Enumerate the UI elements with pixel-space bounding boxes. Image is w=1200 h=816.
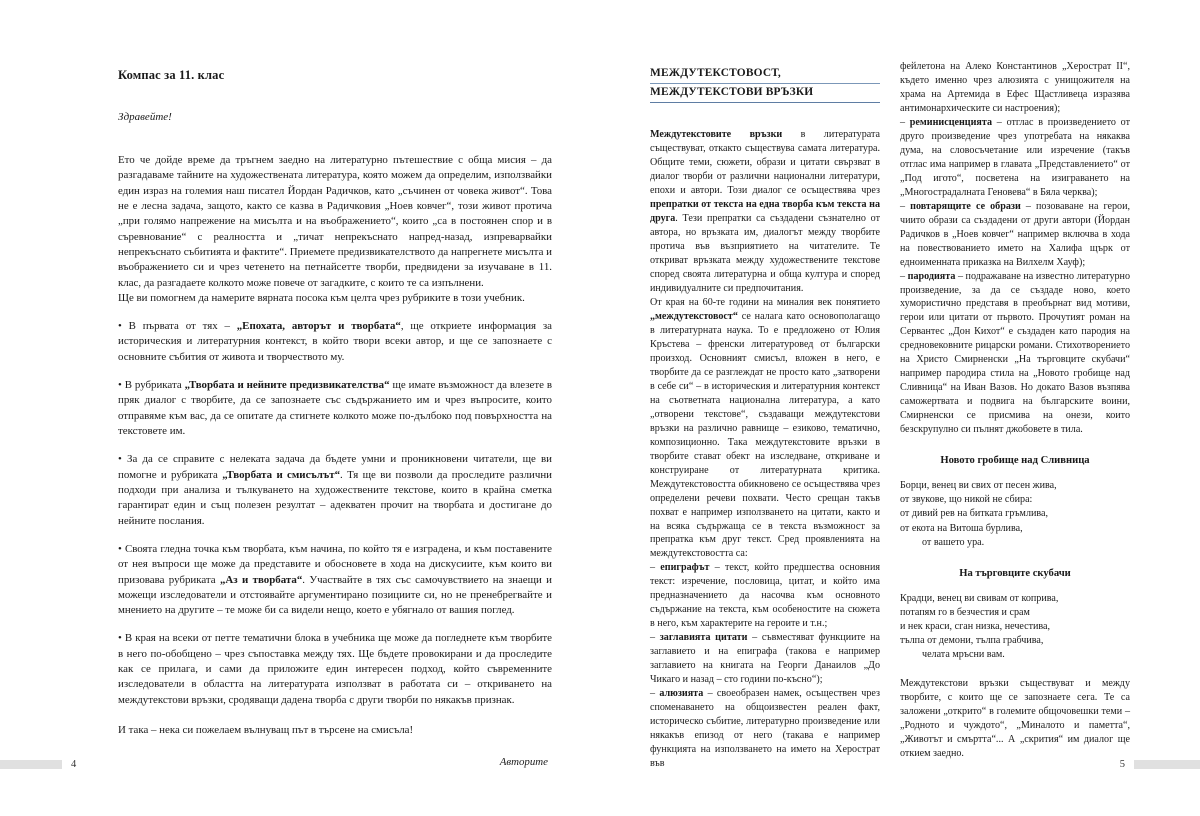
poem-line: от дивий рев на битката гръмлива,: [900, 508, 1049, 520]
term-recurring-images: повтарящите се образи: [910, 200, 1021, 212]
bullet-item: [118, 452, 552, 529]
poem-line-indented: челата мръсни вам.: [922, 649, 1005, 661]
poem-line-indented: от вашето ура.: [922, 536, 985, 548]
allusion-continuation: фейлетона на Алеко Константинов „Херострат II“, където именно чрез алюзията с унищожителя на храма на Артемида в Ефес Щастливеца изразява антимонархическите си настроения);: [900, 61, 1130, 114]
list-item-reminiscence: [900, 116, 1130, 200]
term-recurring-images-definition: – позоваване на герои, чиито образи са създадени от други автори (Йордан Радичков в „Ноев ковчег“ например включва в хода на повествованието името на Халифа щърк от едноименната приказка на Вилхелм Хауф);: [900, 200, 1131, 268]
history-text-a: От края на 60-те години на миналия век понятието: [650, 297, 880, 308]
term-quote-titles-definition: – съвместяват функциите на заглавието и на епиграфа (такова е например заглавието на книгата на Георги Данаилов „До Чикаго и назад – сто години по-късно“);: [650, 632, 880, 686]
term-allusion: алюзията: [659, 688, 704, 700]
bullet-lead: • За да се справите с нелеката задача да бъдете умни и проникновени читатели, ще ви помогне и рубриката: [118, 453, 552, 481]
bullet-item: [118, 319, 552, 365]
term-references: препратки от текста на една творба към текста на друга: [650, 199, 880, 225]
dash-marker: –: [900, 200, 911, 212]
term-parody-definition: – подражаване на известно литературно произведение, за да се създаде ново, което хумористично представя в преобърнат вид мотиви, герои или цитати от първото. Прочутият роман на Сервантес „Дон Кихот“ е създаден като пародия на средновековните рицарски романи. Стихотворението на Христо Смирненски „На търговците скубачи“ например пародира стила на „Новото гробище над Сливница“ на Иван Вазов. Но докато Вазов възпява саможертвата и подвига на българските воини, Смирненски се присмива на онези, които безскрупулно си пълнят джобовете в тила.: [900, 270, 1130, 436]
closing-paragraph-right: Междутекстови връзки съществуват и между творбите, с които ще се запознаете сега. Те са заложени „открито“ в големите общочовешки теми – „Родното и чуждото“, „Миналото и паметта“, „Животът и смъртта“... А „скрития“ им диалог ще откием заедно.: [900, 678, 1130, 760]
bullet-emphasis: „Аз и творбата“: [219, 573, 303, 586]
term-allusion-definition: – своеобразен намек, осъществен чрез споменаването на общоизвестен реален факт, историческо събитие, литературно произведение или някакъв епизод от него (такава е например функцията на използването на името на Херострат във: [650, 688, 880, 769]
bullet-rest: ще имате възможност да влезете в пряк диалог с творбите, да се запознаете със съдържанието им и чрез въпросите, които отправяме към вас, да се опитате да стигнете колкото може по-дълбоко под повърхността на текстовете им.: [118, 379, 553, 437]
folio-bar-right: [1134, 760, 1200, 769]
folio-left: [0, 759, 76, 770]
folio-right: [1120, 759, 1200, 770]
column-one-body: [650, 128, 880, 771]
page-number-left: 4: [71, 759, 77, 770]
footer: [0, 746, 1200, 816]
poem-smirnenski: [900, 592, 1130, 663]
bullet-rest: . Участвайте в тях със самочувствието на знаещи и можещи изследователи и отстоявайте аргументирано позициите си, но не пренебрегвайте и мнението на другите – те може би са видели нещо, което е убягнало от вашия поглед.: [118, 573, 553, 617]
bullet-lead: • В първата от тях –: [118, 320, 237, 333]
bullet-rest: . Тя ще ви позволи да проследите различни подходи при анализа и тълкуването на художествените текстове, които в крайна сметка гарантират един и същ полезен резултат – адекватен прочит на творбата и достигане до нейните послания.: [118, 468, 552, 527]
intro-paragraph-2: Ще ви помогнем да намерите вярната посока към целта чрез рубриките в този учебник.: [118, 291, 525, 304]
section-heading-line-2: МЕЖДУТЕКСТОВИ ВРЪЗКИ: [650, 84, 880, 103]
bullet-rest: , ще откриете информация за историческия и литературния контекст, в който твори всеки автор, и ще се запознаете с основните събития от живота и творчеството му.: [118, 320, 552, 363]
poem-line: Борци, венец ви свих от песен жива,: [900, 480, 1057, 492]
intro-definition-paragraph: [650, 128, 880, 296]
list-item-quote-titles: [650, 631, 880, 687]
two-column-layout: [650, 60, 1130, 771]
dash-marker: –: [900, 270, 908, 282]
list-item-parody: [900, 270, 1130, 438]
history-text-b: се налага като основополагащо в литературната наука. То е предложено от Юлия Кръстева – френски литературовед от български произход. Основният смисъл, вложен в него, е творбите да се разглеждат не просто като „затворени в себе си“ – в историческия и литературния контекст на съответната национална литература, а като „отворени текстове“, създаващи междутекстови връзки на различно равнище – езиково, тематично, композиционно. Така междутекстовите връзки в творбите стават обект на изследване, откриване и конструиране от литературната критика. Междутекстовостта обикновено се осъществява чрез определени речеви похвати. Често срещан такъв похват е например използването на цитати, както и на всяка съдържаща се в текста възможност за препратка към друг текст. Сред проявленията на междутекстовостта са:: [650, 310, 880, 560]
section-heading: [650, 65, 880, 103]
bullet-lead: • В рубриката: [118, 379, 185, 392]
term-epigraph: епиграфът: [660, 562, 710, 574]
poem-line: от екота на Витоша бурлива,: [900, 522, 1023, 534]
right-page: [600, 0, 1200, 816]
poem-line: и нек краси, сган низка, нечестива,: [900, 621, 1051, 633]
dash-marker: –: [650, 562, 661, 574]
bullet-emphasis: „Епохата, авторът и творбата“: [236, 320, 401, 333]
poem-line: потапям го в безчестия и срам: [900, 606, 1030, 618]
greeting-line: Здравейте!: [118, 111, 172, 123]
poem-vazov: [900, 479, 1130, 550]
definition-text-a: в литературата съществуват, откакто съществува самата литература. Общите теми, сюжети, образи и цитати свързват в диалог творби от различни национални литератури, епохи и автори. Този диалог се осъществява чрез: [650, 129, 880, 197]
closing-paragraph: И така – нека си пожелаем вълнуващ път в търсене на смисъла!: [118, 724, 414, 736]
column-one: [650, 60, 880, 771]
term-epigraph-definition: – текст, който предшества основния текст: изречение, пословица, цитат, и който има предназначението да насочва към основното съдържание на текста, към особеностите на сюжета в него, към характерите на героите и т.н.;: [650, 562, 880, 630]
bullet-emphasis: „Творбата и нейните предизвикателства“: [184, 379, 390, 392]
page-number-right: 5: [1119, 759, 1125, 770]
bullet-lead: • Своята гледна точка към творбата, към начина, по който тя е изградена, и към поставените от нея въпроси ще може да представите и обосновете в хода на дискусиите, към които ви призовава рубриката: [118, 542, 552, 586]
poem-line: тълпа от демони, тълпа грабчива,: [900, 635, 1044, 647]
poem-title-smirnenski: На търговците скубачи: [959, 567, 1071, 579]
section-heading-line-1: МЕЖДУТЕКСТОВОСТ,: [650, 65, 880, 84]
intro-paragraph-1: Ето че дойде време да тръгнем заедно на литературно пътешествие с обща мисия – да разгадаваме тайните на художествената литература, която можем да определим, използвайки един израз на големия наш писател Йордан Радичков, като „съчинен от човека живот“. Това не е лесна задача, защото, както се казва в Радичковия „Ноев ковчег“, този живот протича „при голямо напрежение на мисълта и на въображението“, които „са в постоянен спор и в съревнование“ с реалността и „тичат непрекъснато напред-назад, изпреварвайки непрекъснато събитията и фактите“. Приемете предизвикателството да напрегнете мисълта и въображението си и чрез четенето на петнайсетте творби, предвидени за изучаване в 11. клас, да разгадаете колкото може повече от загадките, с които те са изпълнени.: [118, 154, 552, 289]
term-parody: пародията: [907, 270, 956, 282]
poem-title-vazov: Новото гробище над Сливница: [940, 455, 1090, 467]
folio-bar-left: [0, 760, 62, 769]
intro-block: [118, 153, 552, 306]
definition-text-b: . Тези препратки са създадени съзнателно от автора, но връзката им, диалогът между творбите протича във възприятието на читателите. Те откриват връзката между художествените текстове според своята литературна и обща култура и според индивидуалните си предпочитания.: [650, 213, 880, 295]
dash-marker: –: [900, 116, 910, 128]
dash-marker: –: [650, 688, 660, 700]
signature: Авторите: [499, 756, 548, 769]
poem-line: от звукове, що никой не сбира:: [900, 494, 1033, 506]
column-two: [900, 60, 1130, 771]
bullet-item: [118, 542, 552, 619]
bullet-item: [118, 631, 552, 708]
bullet-emphasis: „Творбата и смисълът“: [222, 468, 341, 481]
page-title: Компас за 11. клас: [118, 68, 225, 82]
bullet-lead: • В края на всеки от петте тематични блока в учебника ще може да погледнете към творбите в него по-обобщено – чрез съпоставка между тях. Ще бъдете провокирани и да проследите как се прилага, и сами да приложите един интересен подход, който съвременните изследователи в областта на литературата използват в работата си – откриването на междутекстови връзки, сродяващи дадена творба с други творби по някакъв признак.: [118, 632, 552, 706]
list-item-recurring-images: [900, 200, 1130, 270]
bullet-item: [118, 378, 552, 439]
history-paragraph: [650, 296, 880, 561]
term-reminiscence-definition: – отглас в произведението от друго произведение чрез употребата на някаква дума, на словосъчетание или изречение (такъв отглас има например в главата „Представлението“ от „Под игото“, посветена на изиграването на „Многострадалната Геновева“ в Бяла черква);: [900, 116, 1130, 198]
term-intertextuality: „междутекстовост“: [650, 310, 738, 322]
dash-marker: –: [650, 632, 660, 644]
term-quote-titles: заглавията цитати: [659, 632, 748, 644]
list-item-epigraph: [650, 561, 880, 631]
term-reminiscence: реминисценцията: [909, 116, 993, 128]
poem-line: Крадци, венец ви свивам от коприва,: [900, 592, 1059, 604]
term-intertextual-links: Междутекстовите връзки: [650, 129, 783, 141]
